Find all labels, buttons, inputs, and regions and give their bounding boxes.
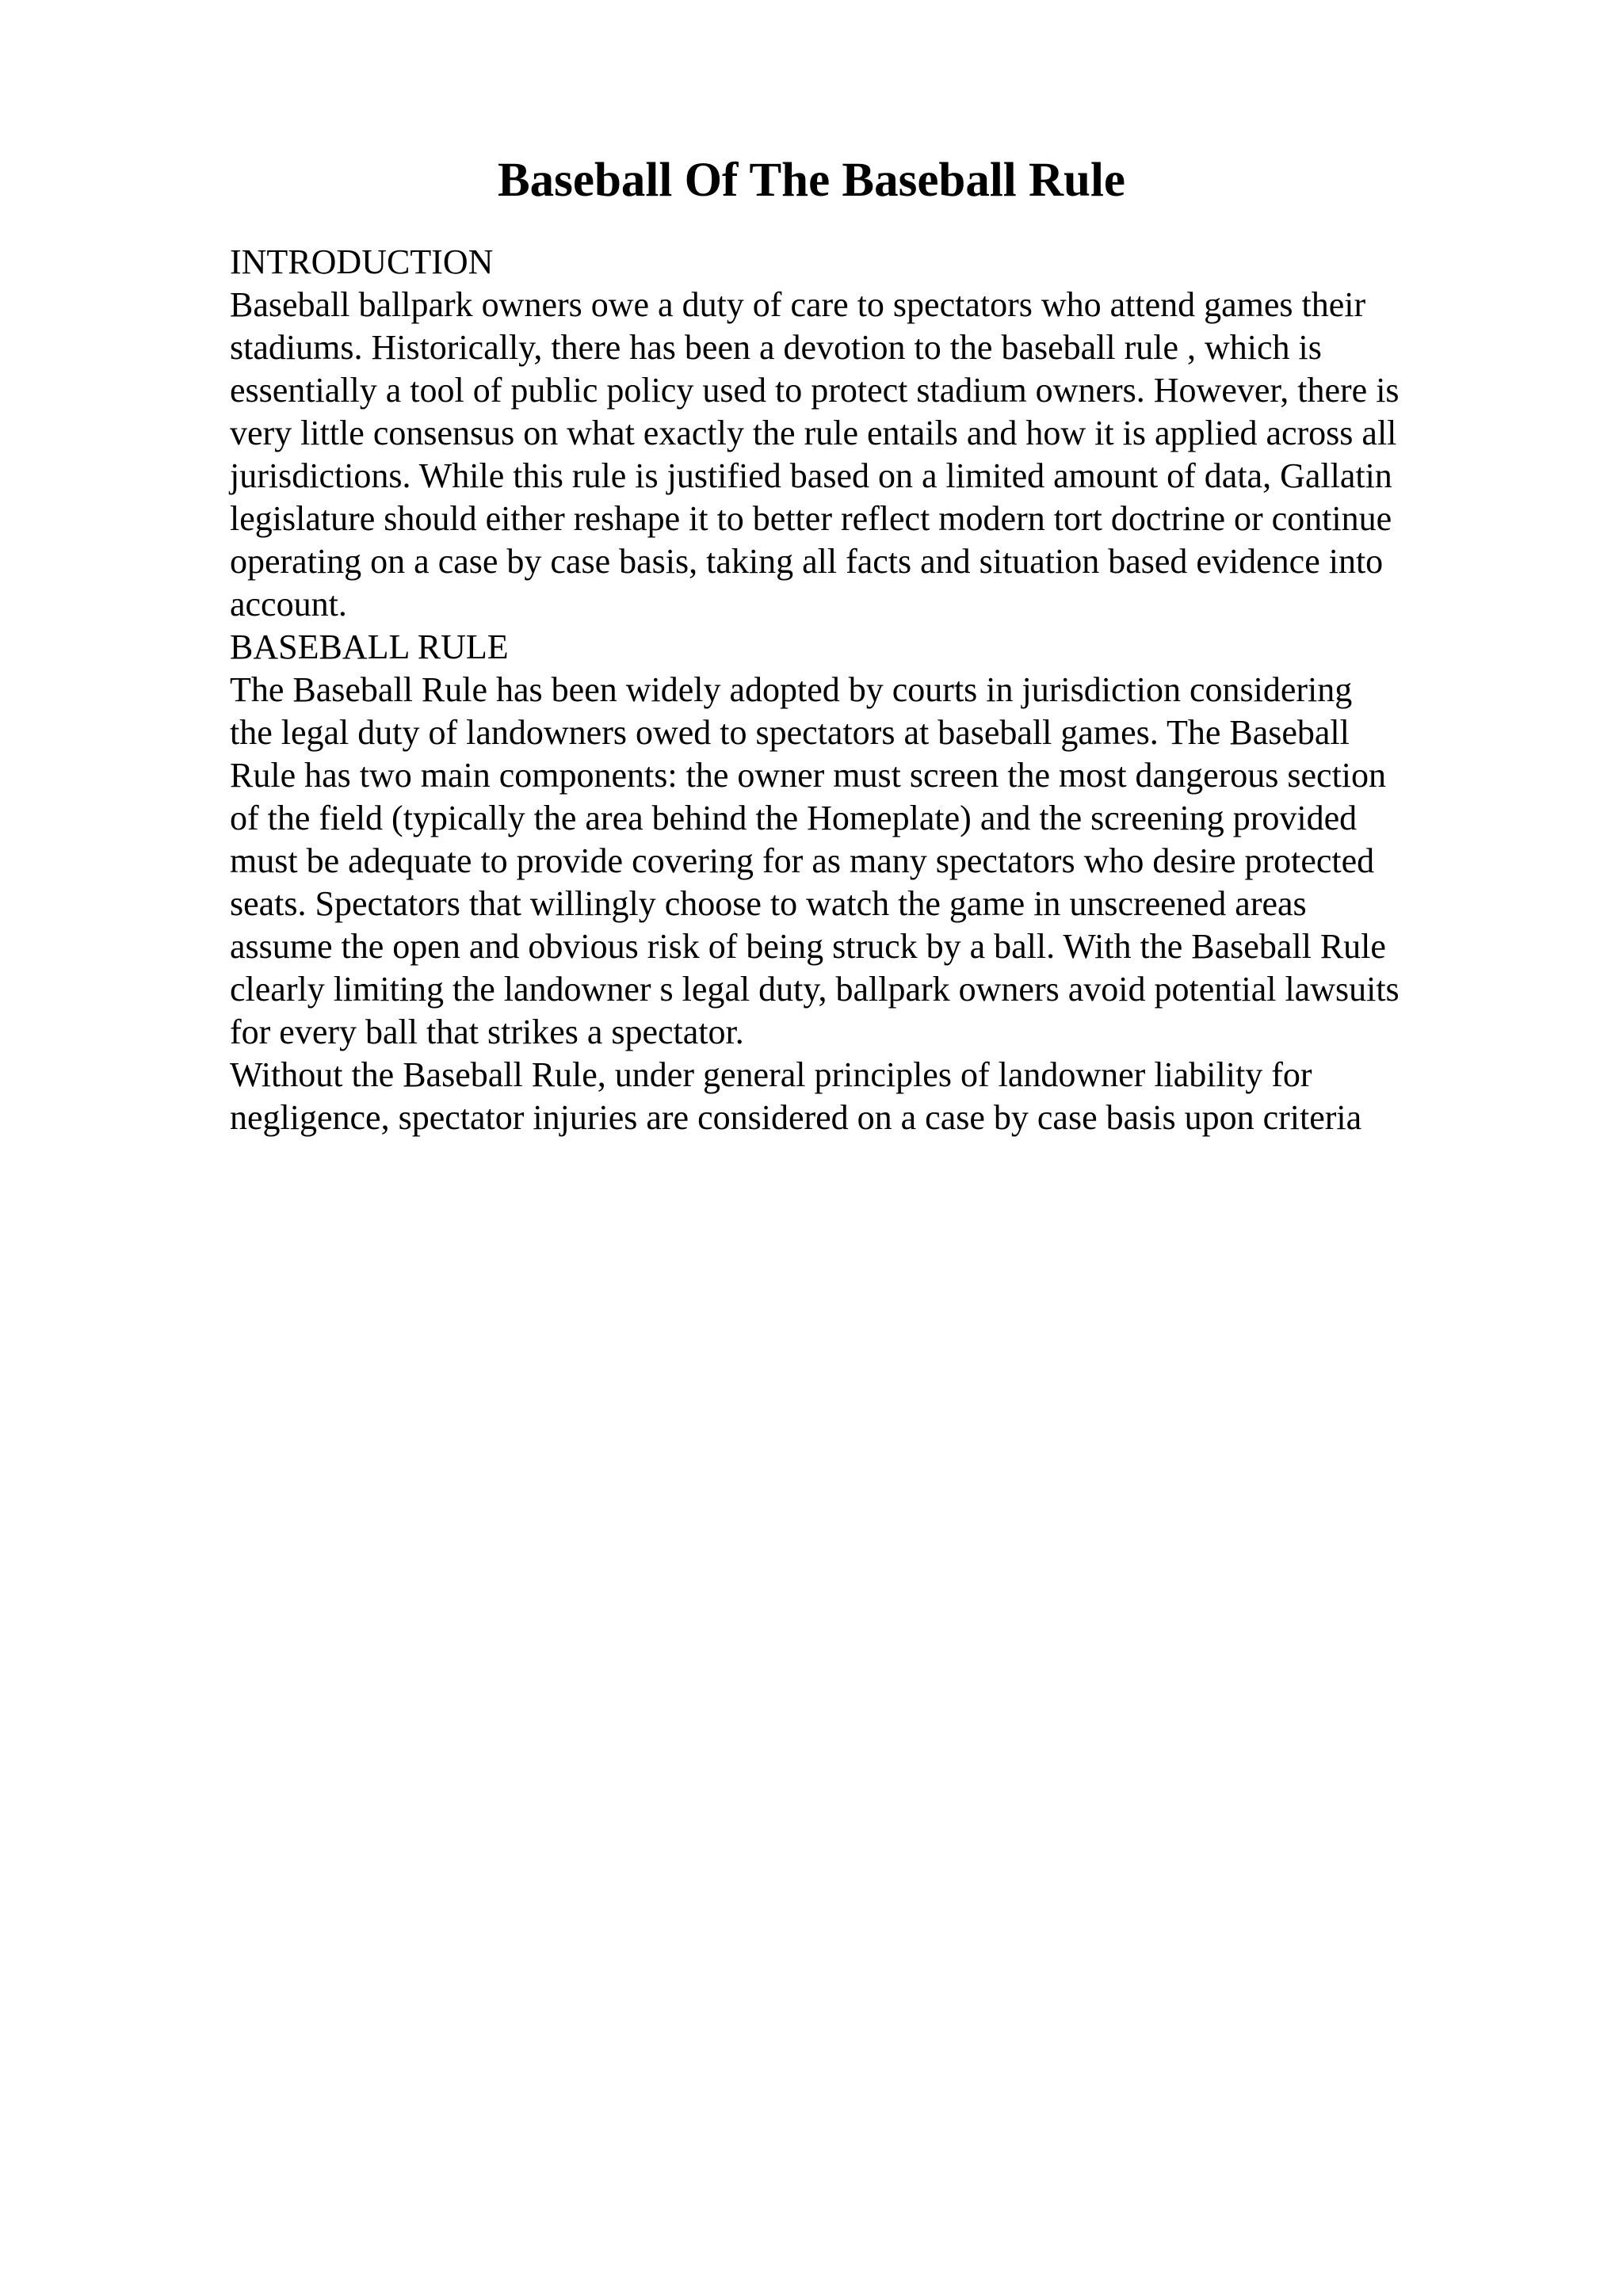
text-line: very little consensus on what exactly the rule entails and how it is applied across all (230, 414, 1397, 452)
text-line: for every ball that strikes a spectator. (230, 1013, 744, 1051)
text-line: must be adequate to provide covering for as many spectators who desire protected (230, 841, 1375, 880)
text-line: seats. Spectators that willingly choose to watch the game in unscreened areas (230, 884, 1307, 923)
document-body (230, 241, 1466, 1139)
text-line: legislature should either reshape it to better reflect modern tort doctrine or continue (230, 499, 1392, 538)
section-heading-baseball-rule: BASEBALL RULE (230, 627, 509, 666)
document-title: Baseball Of The Baseball Rule (498, 154, 1125, 207)
text-line: jurisdictions. While this rule is justified based on a limited amount of data, Gallatin (230, 456, 1392, 495)
text-line: negligence, spectator injuries are considered on a case by case basis upon criteria (230, 1098, 1362, 1137)
text-line: operating on a case by case basis, taking all facts and situation based evidence into (230, 542, 1384, 581)
text-line: account. (230, 585, 347, 624)
section-heading-introduction: INTRODUCTION (230, 242, 494, 281)
text-line: the legal duty of landowners owed to spectators at baseball games. The Baseball (230, 713, 1350, 752)
text-line: Without the Baseball Rule, under general principles of landowner liability for (230, 1055, 1312, 1094)
text-line: of the field (typically the area behind the Homeplate) and the screening provided (230, 799, 1358, 837)
text-line: The Baseball Rule has been widely adopted by courts in jurisdiction considering (230, 670, 1353, 709)
text-line: essentially a tool of public policy used to protect stadium owners. However, there is (230, 371, 1400, 410)
text-line: Rule has two main components: the owner must screen the most dangerous section (230, 756, 1387, 795)
text-line: Baseball ballpark owners owe a duty of care to spectators who attend games their (230, 285, 1366, 324)
text-line: stadiums. Historically, there has been a devotion to the baseball rule , which is (230, 328, 1322, 367)
text-line: clearly limiting the landowner s legal duty, ballpark owners avoid potential lawsuits (230, 970, 1400, 1009)
text-line: assume the open and obvious risk of being struck by a ball. With the Baseball Rule (230, 927, 1386, 966)
